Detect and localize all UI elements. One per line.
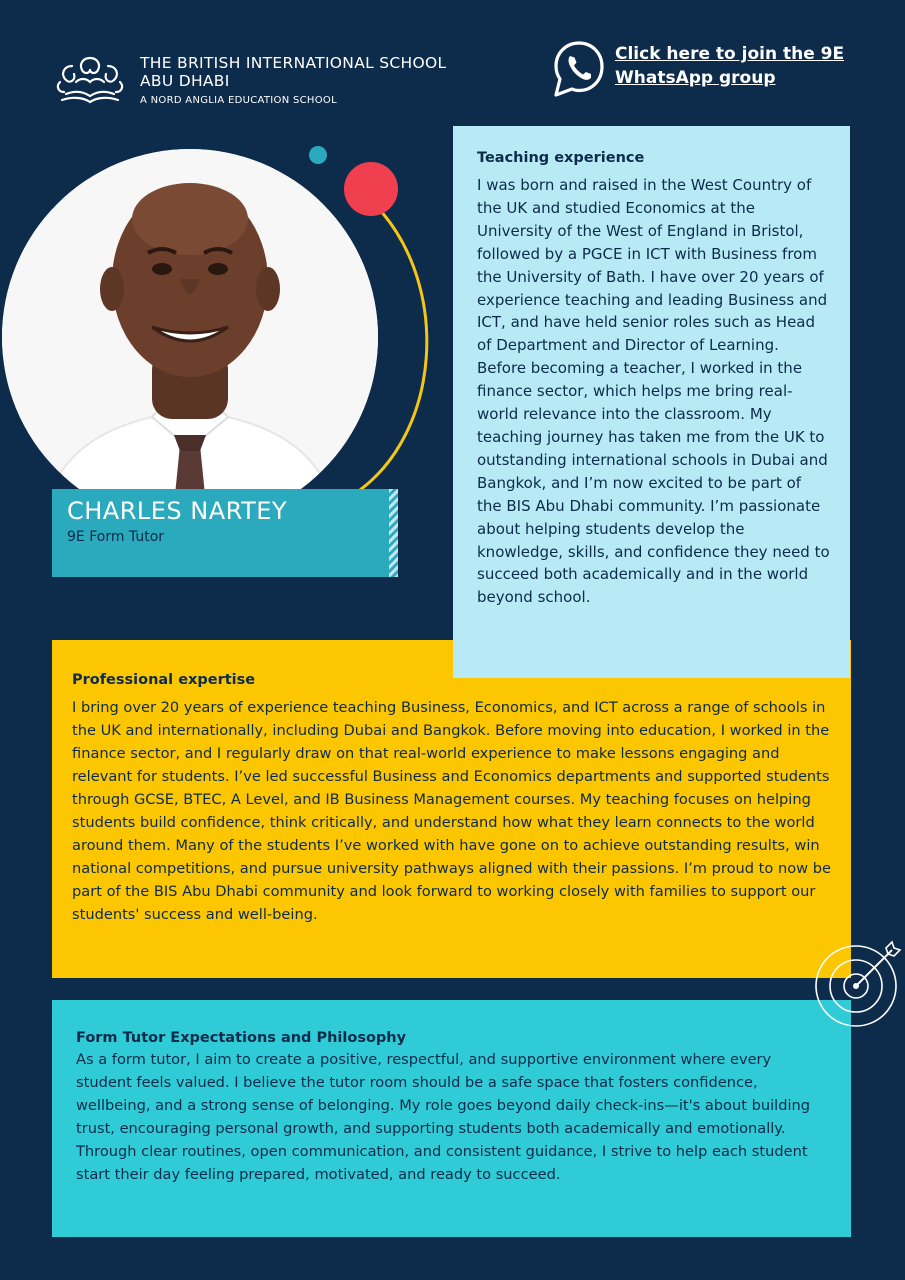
professional-expertise-text: I bring over 20 years of experience teaching Business, Economics, and ICT across a range of schools in the UK and internationally, including Dubai and Bangkok. Before moving into education, I worked in the finance sector, and I regularly draw on that real-world experience to make lessons engaging and relevant for students. I’ve led successful Business and Economics departments and supported students through GCSE, BTEC, A Level, and IB Business Management courses. My teaching focuses on helping students build confidence, think critically, and understand how what they learn connects to the world around them. Many of the students I’ve worked with have gone on to achieve outstanding results, win national competitions, and pursue university pathways aligned with their passions. I’m proud to now be part of the BIS Abu Dhabi community and look forward to working closely with families to support our students' success and well-being. xyxy=(72,699,831,923)
form-tutor-heading: Form Tutor Expectations and Philosophy xyxy=(76,1030,407,1046)
school-tagline: A NORD ANGLIA EDUCATION SCHOOL xyxy=(140,95,337,106)
school-name xyxy=(140,54,446,90)
name-card-stripe xyxy=(389,489,398,577)
tutor-role: 9E Form Tutor xyxy=(67,529,165,545)
whatsapp-link-line2[interactable]: WhatsApp group xyxy=(615,68,776,88)
school-name-line2: ABU DHABI xyxy=(140,72,230,90)
whatsapp-link-text[interactable] xyxy=(615,42,860,90)
portrait-illustration xyxy=(2,149,378,525)
teaching-experience-heading: Teaching experience xyxy=(477,150,645,166)
target-arrow-icon xyxy=(812,936,904,1028)
form-tutor-section xyxy=(52,1000,851,1237)
profile-photo xyxy=(2,149,378,525)
teaching-experience-section xyxy=(453,126,850,678)
whatsapp-join-link[interactable] xyxy=(553,40,863,100)
small-teal-dot xyxy=(309,146,327,164)
form-tutor-text: As a form tutor, I aim to create a positive, respectful, and supportive environment where every student feels valued. I believe the tutor room should be a safe space that fosters confidence, wellbeing, and a strong sense of belonging. My role goes beyond daily check-ins—it's about building trust, encouraging personal growth, and supporting students both academically and emotionally. Through clear routines, open communication, and consistent guidance, I strive to help each student start their day feeling prepared, motivated, and ready to succeed. xyxy=(76,1051,811,1183)
school-name-line1: THE BRITISH INTERNATIONAL SCHOOL xyxy=(140,54,447,72)
professional-expertise-section xyxy=(52,640,851,978)
red-dot xyxy=(344,162,398,216)
teaching-experience-text: I was born and raised in the West Country of the UK and studied Economics at the University of the West of England in Bristol, followed by a PGCE in ICT with Business from the University of Bath. I have over 20 years of experience teaching and leading Business and ICT, and have held senior roles such as Head of Department and Director of Learning. Before becoming a teacher, I worked in the finance sector, which helps me bring real-world relevance into the classroom. My teaching journey has taken me from the UK to outstanding international schools in Dubai and Bangkok, and I’m now excited to be part of the BIS Abu Dhabi community. I’m passionate about helping students develop the knowledge, skills, and confidence they need to succeed both academically and in the world beyond school. xyxy=(477,176,830,607)
name-card xyxy=(52,489,398,577)
school-crest-icon xyxy=(52,52,128,108)
whatsapp-link-line1[interactable]: Click here to join the 9E xyxy=(615,44,845,64)
tutor-name: CHARLES NARTEY xyxy=(67,497,288,525)
whatsapp-icon[interactable] xyxy=(553,40,605,98)
professional-expertise-heading: Professional expertise xyxy=(72,672,256,688)
school-logo xyxy=(52,50,492,110)
